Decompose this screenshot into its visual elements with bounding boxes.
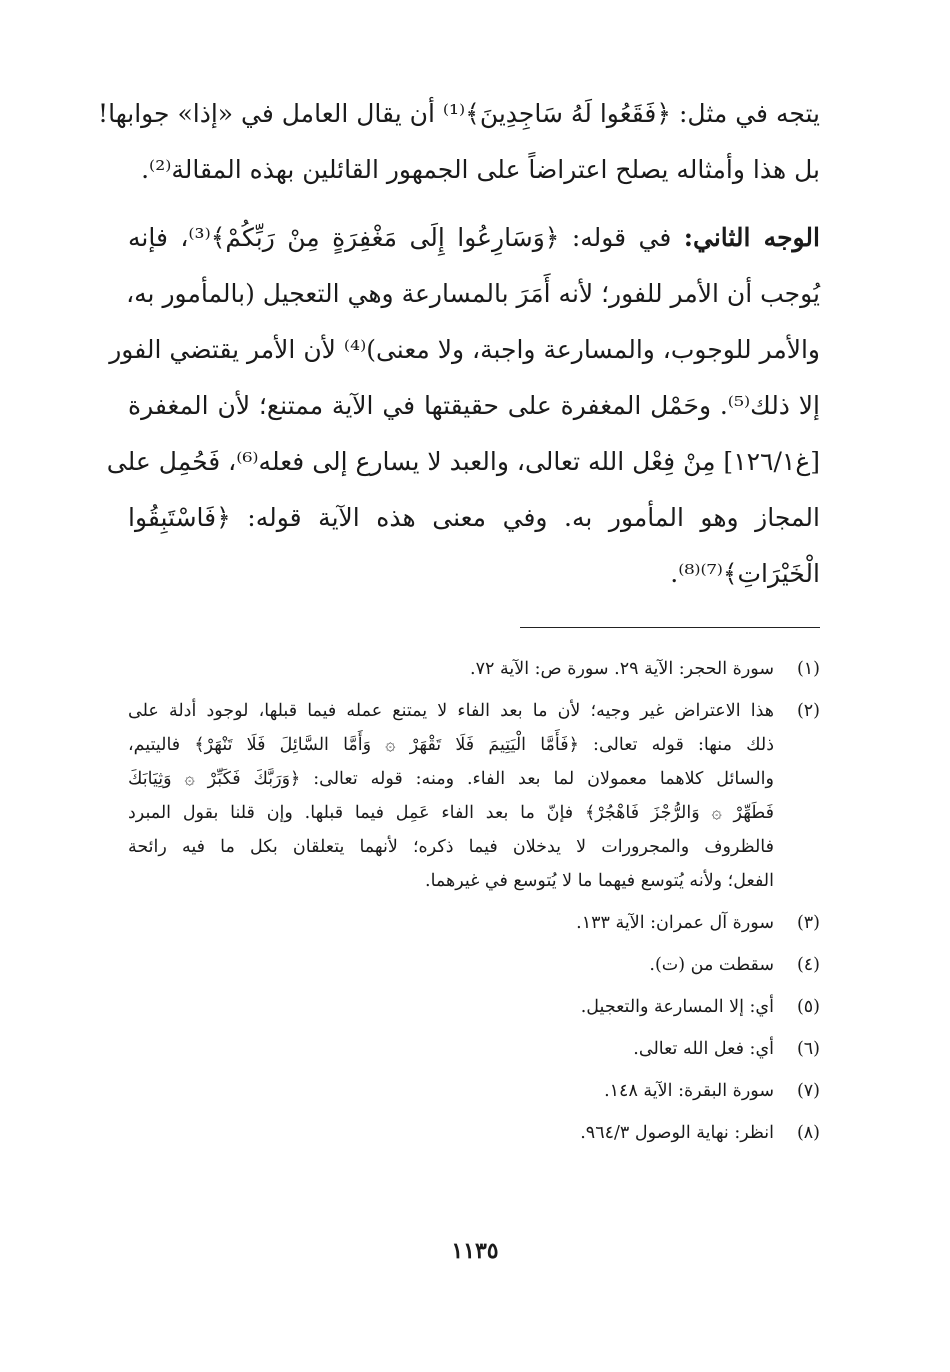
footnote-number: (٧) [796,1081,820,1101]
text-line: الْخَيْرَاتِ﴾⁽⁷⁾⁽⁸⁾. [670,559,820,588]
footnote-number: (٢) [796,701,820,721]
text-line: المجاز وهو المأمور به. وفي معنى هذه الآية قوله: ﴿فَاسْتَبِقُوا [128,503,820,532]
footnote-text: سورة الحجر: الآية ٢٩. سورة ص: الآية ٧٢. [470,659,774,679]
footnote-text: سورة البقرة: الآية ١٤٨. [604,1081,774,1101]
section-heading: الوجه الثاني: [683,223,820,252]
text-run: في قوله: ﴿وَسَارِعُوا إِلَى مَغْفِرَةٍ مِنْ رَبِّكُمْ﴾⁽³⁾، فإنه [128,223,684,252]
footnote-number: (١) [796,659,820,679]
footnote-line: ذلك منها: قوله تعالى: ﴿فَأَمَّا الْيَتِيمَ فَلَا تَقْهَرْ ۞ وَأَمَّا السَّائِلَ فَلَا تَنْهَرْ﴾ فاليتيم، [128,735,774,755]
text-line: إلا ذلك⁽⁵⁾. وحَمْل المغفرة على حقيقتها في الآية ممتنع؛ لأن المغفرة [128,391,820,420]
footnote-number: (٣) [796,913,820,933]
footnote-number: (٨) [796,1123,820,1143]
footnote-8 [128,1116,820,1150]
footnote-5 [128,990,820,1024]
footnote-7 [128,1074,820,1108]
footnote-text: أي: فعل الله تعالى. [633,1039,774,1059]
footnote-number: (٦) [796,1039,820,1059]
footnote-4 [128,948,820,982]
footnote-separator [520,627,820,628]
footnote-text: سورة آل عمران: الآية ١٣٣. [576,913,774,933]
footnote-number: (٥) [796,997,820,1017]
footnote-6 [128,1032,820,1066]
footnote-line [128,948,820,982]
text-line: يتجه في مثل: ﴿فَقَعُوا لَهُ سَاجِدِينَ﴾⁽¹⁾ أن يقال العامل في «إذا» جوابها! [98,99,820,128]
footnote-1 [128,652,820,686]
footnote-line [128,990,820,1024]
paragraph-2 [106,210,820,602]
main-text [98,86,820,602]
footnote-line: فالظروف والمجرورات لا يدخلان فيما ذكره؛ لأنهما يتعلقان بكل ما فيه رائحة [128,837,774,857]
footnote-3 [128,906,820,940]
footnote-line [128,906,820,940]
text-line: [غ١٢٦/١] مِنْ فِعْل الله تعالى، والعبد لا يسارع إلى فعله⁽⁶⁾، فَحُمِل على [106,447,820,476]
text-line: والأمر للوجوب، والمسارعة واجبة، ولا معنى)⁽⁴⁾ لأن الأمر يقتضي الفور [109,335,820,364]
footnote-line [128,1116,820,1150]
footnote-text: سقطت من (ت). [649,955,774,975]
footnote-text: انظر: نهاية الوصول ٩٦٤/٣. [580,1123,774,1143]
footnotes [128,652,820,1158]
text-line: يُوجب أن الأمر للفور؛ لأنه أَمَرَ بالمسارعة وهي التعجيل (بالمأمور به، [126,279,820,308]
footnote-text: هذا الاعتراض غير وجيه؛ لأن ما بعد الفاء لا يمتنع عمله فيما قبلها، لوجود أدلة على [128,701,774,721]
footnote-line [128,652,820,686]
footnote-line [128,694,820,728]
paragraph-1 [98,86,820,198]
footnote-text: أي: إلا المسارعة والتعجيل. [580,997,774,1017]
footnote-line [128,1032,820,1066]
page-number: ١١٣٥ [451,1238,499,1264]
footnote-line: الفعل؛ ولأنه يُتوسع فيهما ما لا يُتوسع في غيرهما. [425,871,774,891]
footnote-line [128,1074,820,1108]
footnote-line: فَطَهِّرْ ۞ وَالرُّجْزَ فَاهْجُرْ﴾ فإنّ ما بعد الفاء عَمِل فيما قبلها. وإن قلنا بقول المبرد [128,803,774,823]
text-line [128,210,820,266]
footnote-2 [128,694,820,898]
footnote-number: (٤) [796,955,820,975]
footnote-line: والسائل كلاهما معمولان لما بعد الفاء. ومنه: قوله تعالى: ﴿وَرَبَّكَ فَكَبِّرْ ۞ وَثِيَابَكَ [128,769,774,789]
text-line: بل هذا وأمثاله يصلح اعتراضاً على الجمهور القائلين بهذه المقالة⁽²⁾. [141,155,820,184]
